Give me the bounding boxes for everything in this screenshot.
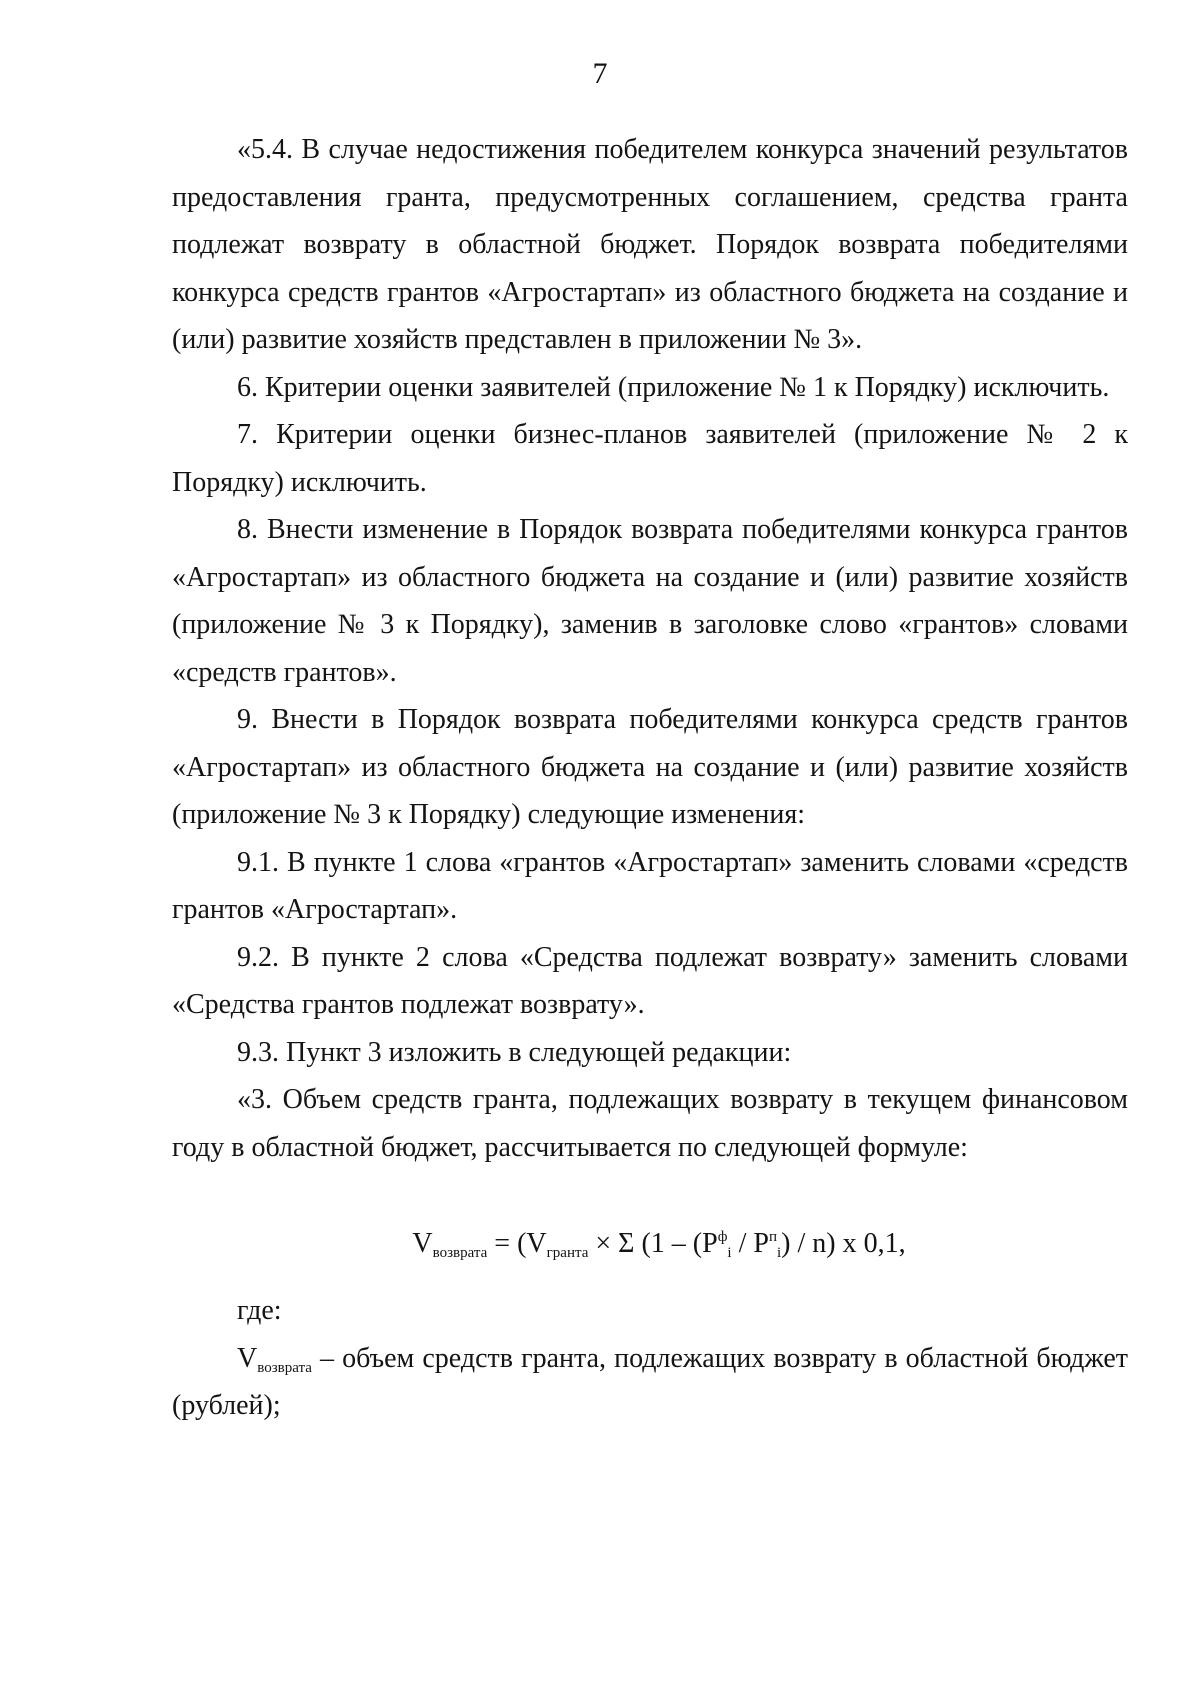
paragraph-5-4: «5.4. В случае недостижения победителем конкурса значений результатов предоставления гранта, предусмотренных соглашением, средства гранта подлежат возврату в областной бюджет. Порядок возврата победителями конкурса средств грантов «Агростартап» из областного бюджета на создание и (или) развитие хозяйств представлен в приложении № 3». [172, 134, 1128, 355]
paragraph-8: 8. Внести изменение в Порядок возврата победителями конкурса грантов «Агростартап» из областного бюджета на создание и (или) развитие хозяйств (приложение № 3 к Порядку), заменив в заголовке слово «грантов» словами «средств грантов». [172, 514, 1128, 688]
document-body [172, 126, 1128, 1430]
formula-v-subscript: возврата [432, 1245, 488, 1261]
formula-sum: × Σ (1 – (P [588, 1228, 718, 1259]
paragraph-6: 6. Критерии оценки заявителей (приложение № 1 к Порядку) исключить. [237, 371, 1110, 403]
paragraph-9-1: 9.1. В пункте 1 слова «грантов «Агростартап» заменить словами «средств грантов «Агростартап». [172, 846, 1128, 925]
formula-equals: = (V [487, 1228, 547, 1259]
definition-text: – объем средств гранта, подлежащих возврату в областной бюджет (рублей); [172, 1342, 1128, 1421]
formula-sub-i2: i [776, 1245, 782, 1261]
paragraph-7: 7. Критерии оценки бизнес-планов заявителей (приложение № 2 к Порядку) исключить. [172, 419, 1128, 498]
formula-v: V [412, 1228, 433, 1259]
formula-slash: / P [731, 1228, 769, 1259]
definition-v-return [172, 1335, 1128, 1430]
definition-symbol: V [237, 1342, 258, 1374]
formula-sup-plan: п [768, 1229, 777, 1245]
where-label: где: [237, 1295, 282, 1326]
paragraph-9-3: 9.3. Пункт 3 изложить в следующей редакции: [237, 1036, 792, 1068]
paragraph-9: 9. Внести в Порядок возврата победителями конкурса средств грантов «Агростартап» из областного бюджета на создание и (или) развитие хозяйств (приложение № 3 к Порядку) следующие изменения: [172, 704, 1128, 830]
formula-tail: ) / n) x 0,1, [781, 1228, 906, 1259]
formula-sup-fact: ф [717, 1229, 728, 1245]
return-formula [172, 1219, 1128, 1269]
paragraph-3-intro: «3. Объем средств гранта, подлежащих возврату в текущем финансовом году в областной бюджет, рассчитывается по следующей формуле: [172, 1084, 1128, 1163]
paragraph-9-2: 9.2. В пункте 2 слова «Средства подлежат возврату» заменить словами «Средства грантов подлежат возврату». [172, 941, 1128, 1020]
formula-grant-subscript: гранта [546, 1245, 589, 1261]
definition-symbol-subscript: возврата [257, 1359, 312, 1376]
formula-sub-i1: i [727, 1245, 732, 1261]
page-number: 7 [592, 57, 608, 90]
